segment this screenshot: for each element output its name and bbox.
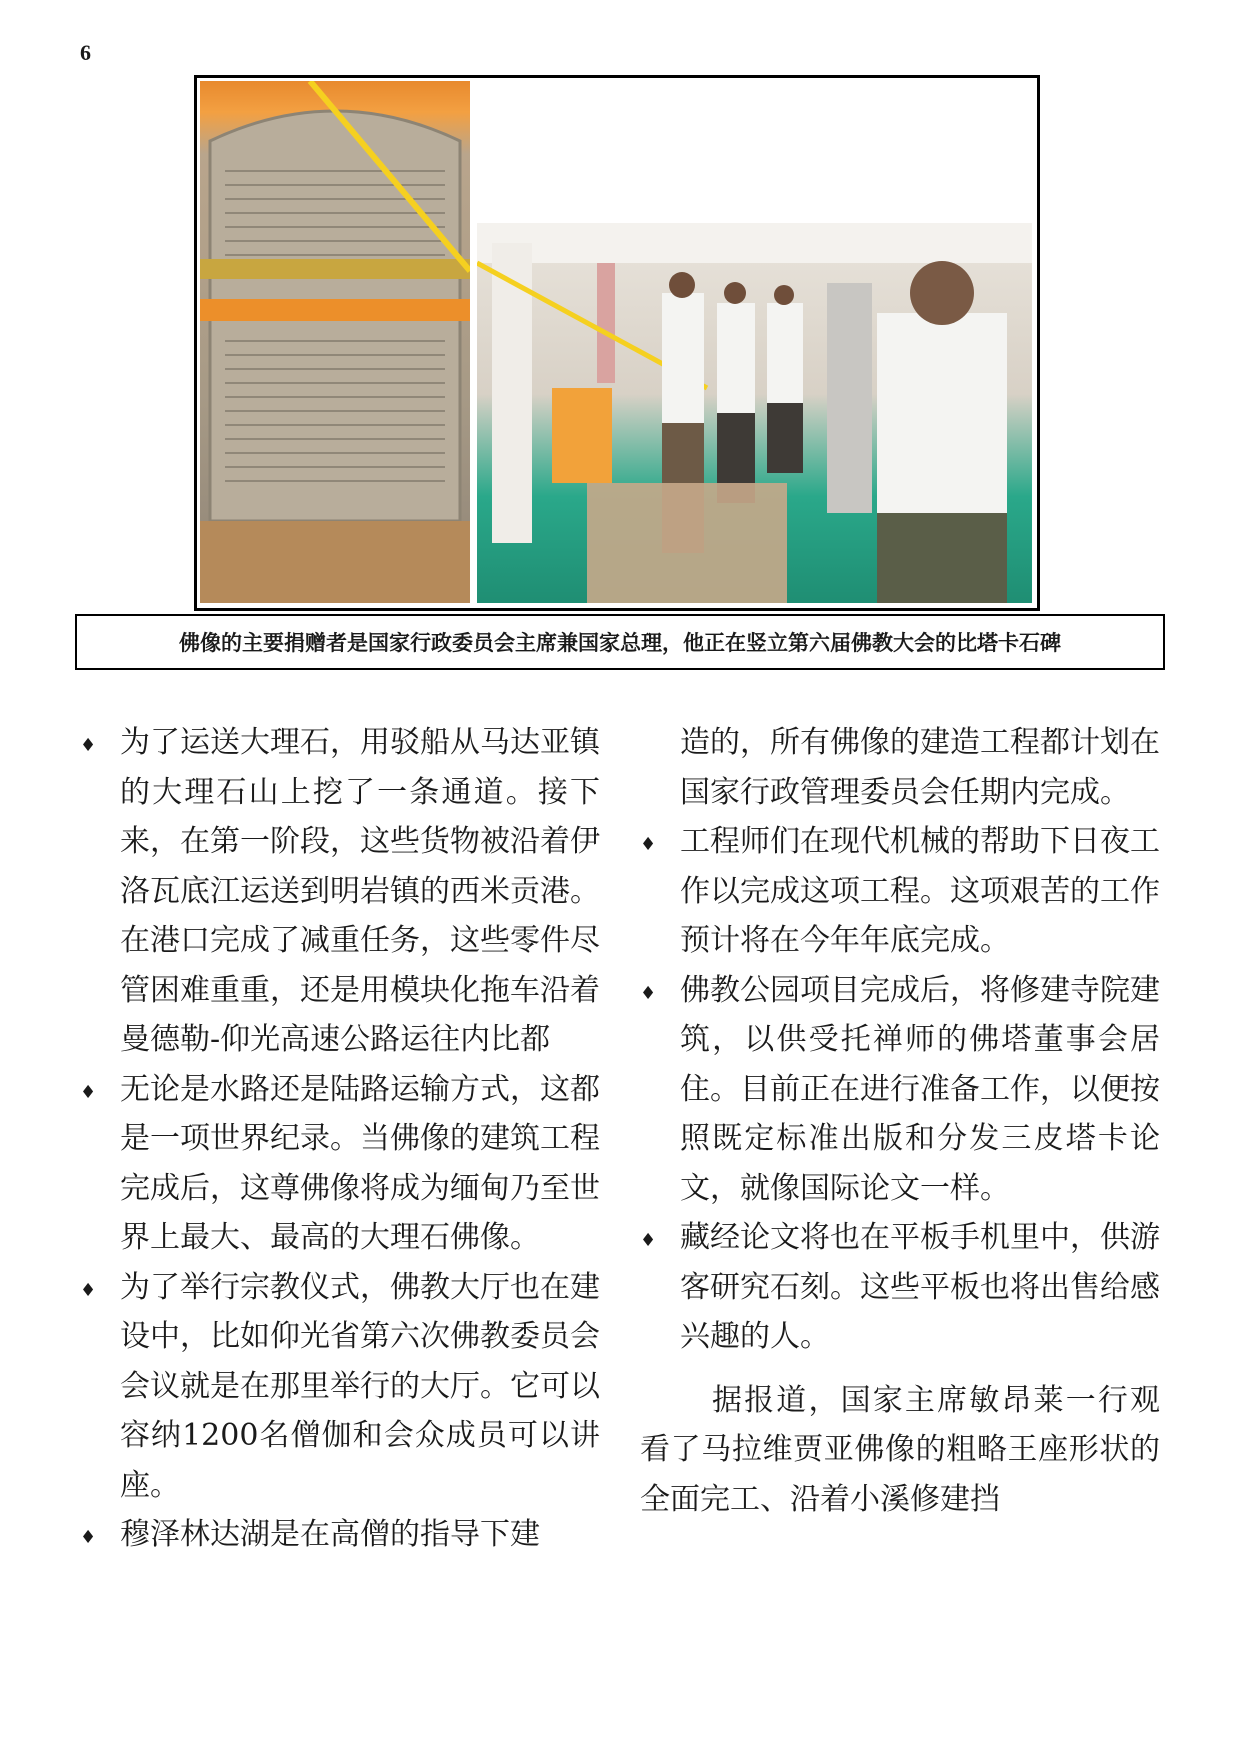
page-number: 6 — [80, 40, 91, 65]
left-bullet-list — [80, 718, 600, 1560]
list-item — [80, 1263, 600, 1511]
photo-frame — [194, 75, 1040, 611]
diamond-bullet-icon: ♦ — [80, 735, 97, 756]
continued-list-text: 造的，所有佛像的建造工程都计划在国家行政管理委员会任期内完成。 — [680, 725, 1160, 810]
list-item — [640, 966, 1160, 1214]
list-item — [80, 718, 600, 1065]
diamond-bullet-icon: ♦ — [80, 1527, 97, 1548]
list-item — [80, 1510, 600, 1560]
photo-caption: 佛像的主要捐赠者是国家行政委员会主席兼国家总理，他正在竖立第六届佛教大会的比塔卡石碑 — [75, 614, 1165, 670]
diamond-bullet-icon: ♦ — [640, 982, 657, 1004]
list-item-text: 佛教公园项目完成后，将修建寺院建筑，以供受托禅师的佛塔董事会居住。目前正在进行准备工作，以便按照既定标准出版和分发三皮塔卡论文，就像国际论文一样。 — [680, 972, 1160, 1206]
list-item-text: 为了运送大理石，用驳船从马达亚镇的大理石山上挖了一条通道。接下来，在第一阶段，这些货物被沿着伊洛瓦底江运送到明岩镇的西米贡港。在港口完成了减重任务，这些零件尽管困难重重，还是用模块化拖车沿着曼德勒-仰光高速公路运往内比都 — [120, 725, 600, 1057]
list-item-text: 无论是水路还是陆路运输方式，这都是一项世界纪录。当佛像的建筑工程完成后，这尊佛像将成为缅甸乃至世界上最大、最高的大理石佛像。 — [120, 1071, 600, 1255]
list-item-text: 工程师们在现代机械的帮助下日夜工作以完成这项工程。这项艰苦的工作预计将在今年年底完成。 — [680, 824, 1160, 958]
diamond-bullet-icon: ♦ — [640, 1230, 657, 1251]
ceremony-photo — [477, 223, 1032, 603]
list-item-text: 穆泽林达湖是在高僧的指导下建 — [120, 1517, 540, 1552]
list-item — [640, 817, 1160, 966]
list-item — [640, 1213, 1160, 1362]
list-item-text: 藏经论文将也在平板手机里中，供游客研究石刻。这些平板也将出售给感兴趣的人。 — [680, 1220, 1160, 1354]
diamond-bullet-icon: ♦ — [80, 1279, 97, 1301]
marble-stone-photo — [200, 81, 470, 603]
diamond-bullet-icon: ♦ — [640, 834, 657, 855]
left-column — [80, 718, 600, 1718]
diamond-bullet-icon: ♦ — [80, 1081, 97, 1103]
right-bullet-list — [640, 817, 1160, 1362]
right-column — [640, 718, 1160, 1718]
list-item-text: 为了举行宗教仪式，佛教大厅也在建设中，比如仰光省第六次佛教委员会会议就是在那里举行的大厅。它可以容纳1200名僧伽和会众成员可以讲座。 — [120, 1269, 600, 1503]
list-item — [80, 1065, 600, 1263]
body-paragraph: 据报道，国家主席敏昂莱一行观看了马拉维贾亚佛像的粗略王座形状的全面完工、沿着小溪修建挡 — [640, 1382, 1160, 1517]
